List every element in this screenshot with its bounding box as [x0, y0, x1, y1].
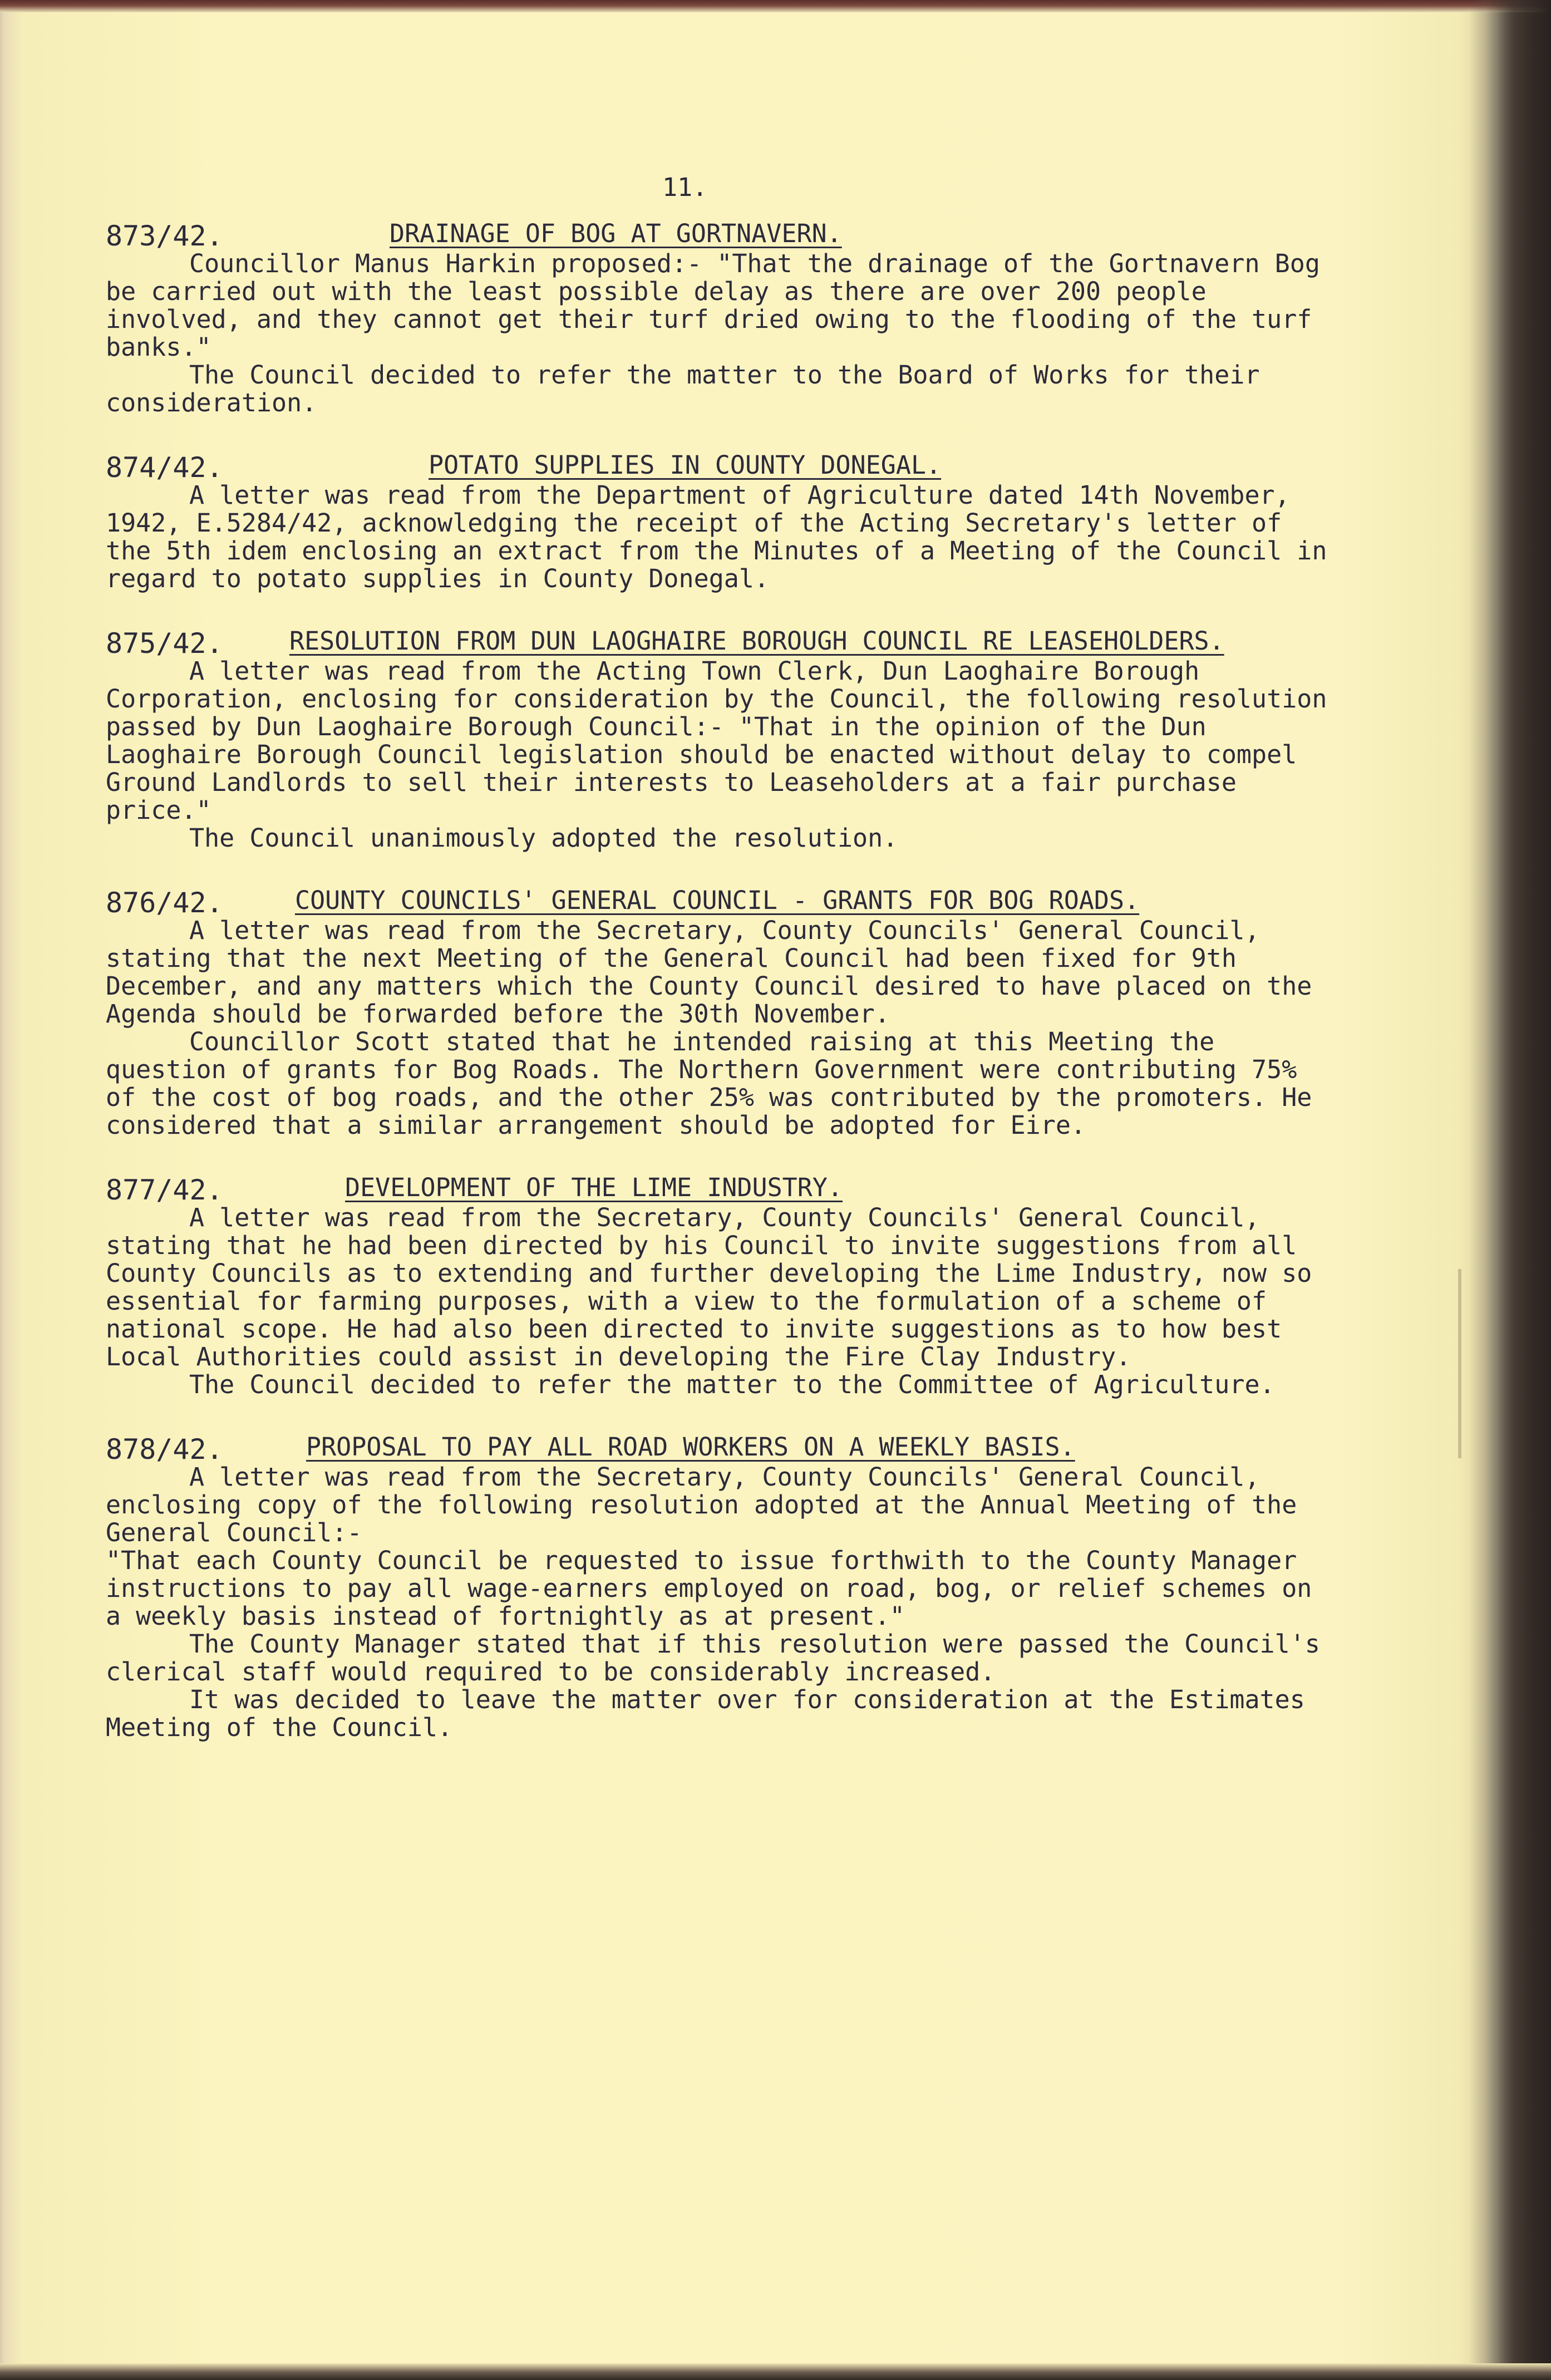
entry-body [106, 657, 1341, 852]
book-binding-shadow [1469, 0, 1551, 2380]
entry-heading [106, 887, 1341, 917]
minute-entry [106, 1433, 1341, 1742]
minute-number: 877/42. [106, 1174, 223, 1206]
minute-entry [106, 1174, 1341, 1399]
entry-heading [106, 1432, 1341, 1466]
entry-paragraph: The Council decided to refer the matter to the Board of Works for their consideration. [106, 360, 1275, 417]
entry-body [106, 1204, 1341, 1399]
entry-heading [106, 220, 1341, 250]
entry-paragraph: Councillor Manus Harkin proposed:- "That the drainage of the Gortnavern Bog be carried out with the least possible delay as there are over 200 people involved, and they cannot get their turf dried owing to the flooding of the turf banks." [106, 249, 1336, 362]
entry-paragraph: A letter was read from the Secretary, County Councils' General Council, stating that the next Meeting of the General Council had been fixed for 9th December, and any matters which the County Council desired to have placed on the Agenda should be forwarded before the 30th November. [106, 916, 1327, 1029]
entry-heading [106, 450, 1341, 484]
margin-mark [1458, 1269, 1461, 1458]
entry-body [106, 481, 1341, 593]
entry-paragraph: It was decided to leave the matter over for consideration at the Estimates Meeting of the Council. [106, 1685, 1320, 1742]
minute-title: PROPOSAL TO PAY ALL ROAD WORKERS ON A WEEKLY BASIS. [306, 1432, 1075, 1462]
minutes-body [106, 220, 1341, 1776]
entry-heading [106, 626, 1341, 660]
entry-body [106, 917, 1341, 1139]
entry-paragraph: A letter was read from the Secretary, County Councils' General Council, enclosing copy of the following resolution adopted at the Annual Meeting of the General Council:- [106, 1462, 1312, 1547]
minute-entry [106, 887, 1341, 1139]
entry-paragraph: The County Manager stated that if this resolution were passed the Council's clerical staff would required to be considerably increased. [106, 1629, 1336, 1686]
minute-title: RESOLUTION FROM DUN LAOGHAIRE BOROUGH COUNCIL RE LEASEHOLDERS. [289, 626, 1224, 656]
entry-paragraph: "That each County Council be requested to issue forthwith to the County Manager instructions to pay all wage-earners employed on road, bog, or relief schemes on a weekly basis instead of fortnightly as at present." [106, 1546, 1327, 1631]
minute-entry [106, 451, 1341, 593]
entry-paragraph: The Council unanimously adopted the resolution. [189, 823, 898, 853]
entry-body [106, 1463, 1341, 1742]
bottom-edge [0, 2363, 1551, 2380]
page-number: 11. [662, 173, 708, 202]
entry-paragraph: A letter was read from the Secretary, County Councils' General Council, stating that he had been directed by his Council to invite suggestions from all County Councils as to extending and further developing the Lime Industry, now so essential for farming purposes, with a view to the formulation of a scheme of national scope. He had also been directed to invite suggestions as to how best Local Authorities could assist in developing the Fire Clay Industry. [106, 1203, 1327, 1371]
minute-number: 876/42. [106, 887, 223, 919]
minute-number: 874/42. [106, 451, 223, 484]
minute-title: DRAINAGE OF BOG AT GORTNAVERN. [390, 219, 842, 248]
top-edge [0, 0, 1551, 12]
entry-paragraph: The Council decided to refer the matter to the Committee of Agriculture. [189, 1370, 1275, 1399]
minute-entry [106, 220, 1341, 417]
entry-body [106, 250, 1341, 417]
entry-heading [106, 1174, 1341, 1204]
minute-title: COUNTY COUNCILS' GENERAL COUNCIL - GRANTS FOR BOG ROADS. [295, 886, 1140, 915]
minute-number: 873/42. [106, 220, 223, 252]
minute-number: 875/42. [106, 627, 223, 660]
minute-title: DEVELOPMENT OF THE LIME INDUSTRY. [345, 1173, 843, 1202]
minute-number: 878/42. [106, 1433, 223, 1466]
entry-paragraph: A letter was read from the Acting Town Clerk, Dun Laoghaire Borough Corporation, enclosing for consideration by the Council, the following resolution passed by Dun Laoghaire Borough Council:- "That in the opinion of the Dun Laoghaire Borough Council legislation should be enacted without delay to compel Ground Landlords to sell their interests to Leaseholders at a fair purchase price." [106, 656, 1342, 825]
entry-paragraph: Councillor Scott stated that he intended raising at this Meeting the question of grants for Bog Roads. The Northern Government were contributing 75% of the cost of bog roads, and the other 25% was contributed by the promoters. He considered that a similar arrangement should be adopted for Eire. [106, 1027, 1327, 1140]
minute-title: POTATO SUPPLIES IN COUNTY DONEGAL. [429, 450, 942, 480]
entry-paragraph: A letter was read from the Department of Agriculture dated 14th November, 1942, E.5284/42, acknowledging the receipt of the Acting Secretary's letter of the 5th idem enclosing an extract from the Minutes of a Meeting of the Council in regard to potato supplies in County Donegal. [106, 480, 1342, 593]
minute-entry [106, 627, 1341, 852]
